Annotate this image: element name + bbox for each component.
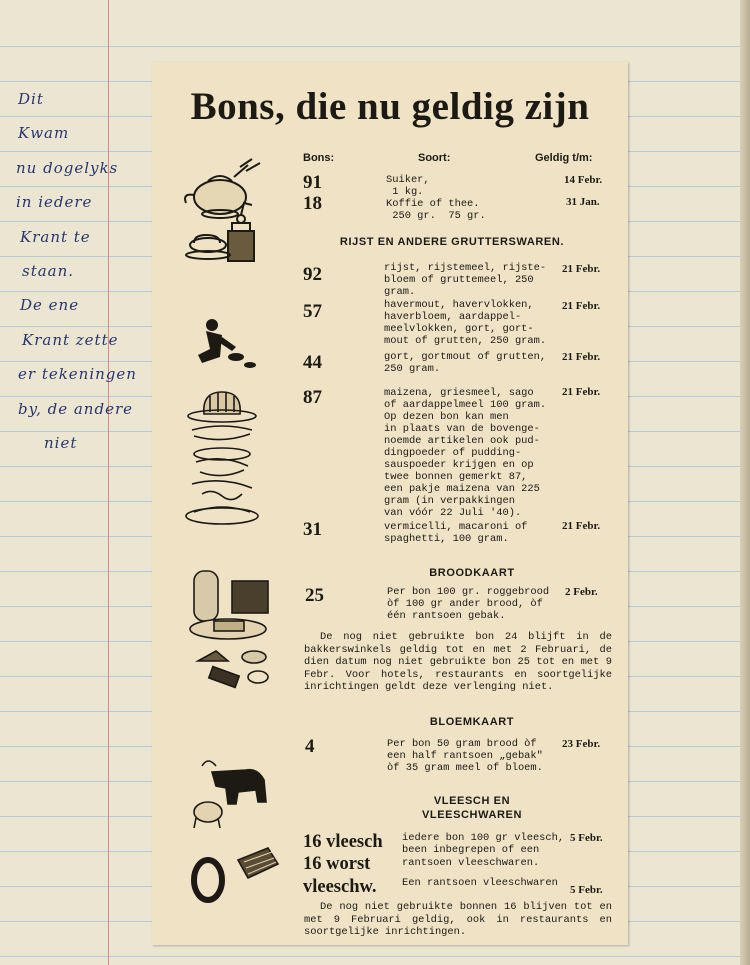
bread-illustration xyxy=(188,567,278,697)
bon-number: 44 xyxy=(303,352,322,373)
note-line: Kwam xyxy=(18,124,70,143)
page-edge xyxy=(740,0,750,965)
bon-number: 25 xyxy=(305,585,324,606)
item-description: Suiker, 1 kg. xyxy=(386,174,430,198)
coupon-label: vleeschw. xyxy=(303,877,377,897)
note-line: De ene xyxy=(20,296,80,315)
bon-number: 91 xyxy=(303,172,322,193)
valid-until: 21 Febr. xyxy=(562,263,601,275)
note-line: er tekeningen xyxy=(18,365,137,384)
section-heading-rijst: RIJST EN ANDERE GRUTTERSWAREN. xyxy=(339,236,565,248)
valid-until: 5 Febr. xyxy=(570,884,603,896)
valid-until: 5 Febr. xyxy=(570,832,603,844)
bon-number: 87 xyxy=(303,387,322,408)
item-description: gort, gortmout of grutten, 250 gram. xyxy=(384,351,547,375)
valid-until: 21 Febr. xyxy=(562,386,601,398)
cow-pig-sausage-illustration xyxy=(186,752,282,912)
item-description: iedere bon 100 gr vleesch, been inbegrepen of een xyxy=(402,832,565,856)
section-heading-brood: BROODKAART xyxy=(429,567,515,579)
coupon-label: 16 worst xyxy=(303,854,371,874)
note-line: Krant te xyxy=(20,227,91,246)
note-line: in iedere xyxy=(16,193,93,212)
section-heading-bloem: BLOEMKAART xyxy=(429,716,515,728)
valid-until: 21 Febr. xyxy=(562,351,601,363)
valid-until: 31 Jan. xyxy=(566,196,600,208)
column-header-soort: Soort: xyxy=(418,152,451,164)
item-description: rantsoen vleeschwaren. xyxy=(402,857,540,869)
bon-number: 92 xyxy=(303,264,322,285)
teapot-coffee-grinder-illustration xyxy=(178,157,274,277)
valid-until: 23 Febr. xyxy=(562,738,601,750)
bon-number: 57 xyxy=(303,301,322,322)
vleesch-paragraph: De nog niet gebruikte bonnen 16 blijven tot en met 9 Februari geldig, ook in restaurants en soortgelijke inrichtingen. xyxy=(304,901,612,938)
item-description: Koffie of thee. 250 gr. 75 gr. xyxy=(386,198,486,222)
brood-paragraph: De nog niet gebruikte bon 24 blijft in de bakkerswinkels geldig tot en met 2 Februari, de dien datum nog niet gebruikte bon 25 tot en met 9 Febr. Voor hotels, restaurants en soortgelijke inrichtingen geldt deze verlenging niet. xyxy=(304,631,612,693)
section-heading-vleesch: VLEESCH EN VLEESCHWAREN xyxy=(421,795,523,821)
valid-until: 21 Febr. xyxy=(562,300,601,312)
item-description: vermicelli, macaroni of spaghetti, 100 gram. xyxy=(384,521,528,545)
newspaper-clipping xyxy=(152,62,628,945)
column-header-bons: Bons: xyxy=(303,152,335,164)
bon-number: 18 xyxy=(303,193,322,214)
note-line: staan. xyxy=(22,261,75,280)
item-description: havermout, havervlokken, haverbloem, aardappel- meelvlokken, gort, gort- mout of grutten, 250 gram. xyxy=(384,299,547,347)
item-description: Een rantsoen vleeschwaren xyxy=(402,877,558,889)
item-description: Per bon 100 gr. roggebrood òf 100 gr ander brood, òf één rantsoen gebak. xyxy=(387,586,550,622)
valid-until: 21 Febr. xyxy=(562,520,601,532)
figure-illustration xyxy=(192,317,262,379)
handwritten-note xyxy=(6,82,164,460)
bon-number: 31 xyxy=(303,519,322,540)
pudding-pasta-illustration xyxy=(182,384,262,534)
valid-until: 2 Febr. xyxy=(565,586,598,598)
item-description: maizena, griesmeel, sago of aardappelmeel 100 gram. Op dezen bon kan men in plaats van de bovenge- noemde artikelen ook pud- dingpoeder of pudding- sauspoeder krijgen en op twee bonnen gemerkt 87, een pakje maizena van 225 gram (in verpakkingen van vóór 22 Juli '40). xyxy=(384,387,547,519)
note-line: Krant zette xyxy=(22,330,119,349)
clipping-title: Bons, die nu geldig zijn xyxy=(190,85,590,128)
bon-number: 4 xyxy=(305,736,315,757)
valid-until: 14 Febr. xyxy=(564,174,603,186)
item-description: Per bon 50 gram brood òf een half rantsoen „gebak" òf 35 gram meel of bloem. xyxy=(387,738,543,774)
column-header-geldig: Geldig t/m: xyxy=(535,152,593,164)
note-line: by, de andere xyxy=(18,399,133,418)
item-description: rijst, rijstemeel, rijste- bloem of gruttemeel, 250 gram. xyxy=(384,262,547,298)
note-line: niet xyxy=(44,433,78,452)
note-line: nu dogelyks xyxy=(16,158,119,177)
note-line: Dit xyxy=(18,90,44,108)
coupon-label: 16 vleesch xyxy=(303,832,383,852)
